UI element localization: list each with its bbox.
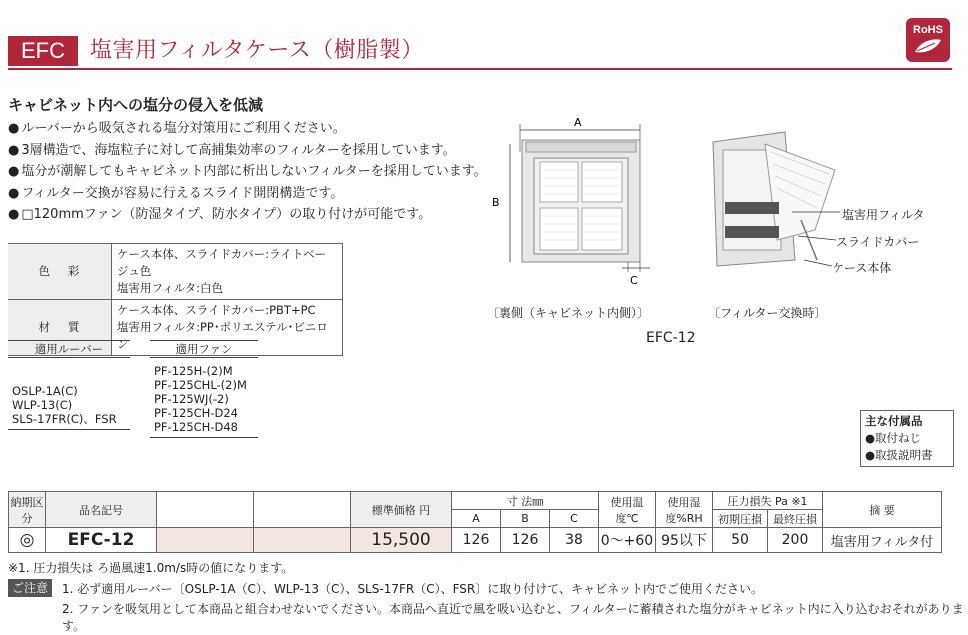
dim-b-label: B (492, 196, 500, 209)
dim-c-label: C (630, 274, 638, 287)
fan-item: PF-125CHL-(2)M (154, 378, 247, 392)
rohs-badge (906, 18, 950, 62)
series-code-badge: EFC (8, 36, 78, 66)
spec-line: ケース本体、スライドカバー:ライトベージュ色 (117, 247, 327, 278)
header-delivery: 納期区分 (9, 492, 46, 528)
feature-item: ● □120mmファン（防湿タイプ、防水タイプ）の取り付けが可能です。 (8, 204, 487, 226)
louver-item: SLS-17FR(C)、FSR (12, 412, 117, 426)
accessories-box (860, 410, 954, 467)
caution-item: 2. ファンを吸気用として本商品と組合わせないでください。本商品へ直近で風を吸い込むと、フィルターに蓄積された塩分がキャビネット内に入り込むおそれがあります。 (62, 602, 964, 633)
accessory-item: ●取扱説明書 (865, 448, 933, 462)
header-initial: 初期圧損 (713, 510, 768, 528)
header-temp: 使用温度℃ (599, 492, 656, 528)
header-summary: 摘 要 (823, 492, 942, 528)
cell-temp: 0～+60 (599, 528, 656, 553)
cell-product: EFC-12 (46, 528, 157, 553)
dim-a-label: A (574, 116, 582, 129)
spec-value (112, 244, 343, 300)
feature-item: ● ルーバーから吸気される塩分対策用にご利用ください。 (8, 118, 487, 140)
feature-item: ● 3層構造で、海塩粒子に対して高捕集効率のフィルターを採用しています。 (8, 140, 487, 162)
header-product: 品名記号 (46, 492, 157, 528)
cell-final: 200 (768, 528, 823, 553)
header-rule (8, 68, 952, 70)
feature-headline: キャビネット内への塩分の侵入を低減 (8, 96, 264, 114)
header-final: 最終圧損 (768, 510, 823, 528)
feature-list (8, 118, 487, 226)
header-dim-a: A (452, 510, 501, 528)
footnote: ※1. 圧力損失は ろ過風速1.0m/s時の値になります。 (8, 561, 294, 575)
callout-case-body: ケース本体 (832, 261, 892, 275)
callout-slide-cover: スライドカバー (836, 235, 920, 249)
compatible-fans (150, 340, 258, 438)
spec-line: 塩害用フィルタ:白色 (117, 281, 223, 295)
price-table (8, 491, 942, 553)
louver-item: OSLP-1A(C) (12, 384, 78, 398)
louver-list (8, 358, 130, 430)
fan-list (150, 358, 258, 438)
caution-label: ご注意 (8, 579, 52, 597)
spec-row-color (8, 244, 343, 300)
fan-item: PF-125CH-D48 (154, 420, 238, 434)
caption-open-view: 〔フィルター交換時〕 (708, 306, 827, 320)
cell-summary: 塩害用フィルタ付 (823, 528, 942, 553)
fan-item: PF-125CH-D24 (154, 406, 238, 420)
header-dims: 寸 法㎜ (452, 492, 599, 510)
blank-cell (157, 528, 254, 553)
caption-back-view: 〔裏側（キャビネット内側）〕 (487, 306, 650, 320)
louver-title: 適用ルーバー (8, 340, 130, 358)
cell-humidity: 95以下 (656, 528, 713, 553)
fan-item: PF-125H-(2)M (154, 364, 233, 378)
accessory-item: ●取付ねじ (865, 431, 922, 445)
header-pressure: 圧力損失 Pa ※1 (713, 492, 823, 510)
compatible-louvers (8, 340, 130, 430)
cell-price: 15,500 (351, 528, 452, 553)
fan-title: 適用ファン (150, 340, 258, 358)
louver-item: WLP-13(C) (12, 398, 73, 412)
cell-dim-a: 126 (452, 528, 501, 553)
spec-line: ケース本体、スライドカバー:PBT+PC (117, 303, 316, 317)
header-dim-c: C (550, 510, 599, 528)
cell-delivery: ◎ (9, 528, 46, 553)
blank-cell (157, 492, 254, 528)
model-label: EFC-12 (646, 330, 696, 346)
cell-dim-b: 126 (501, 528, 550, 553)
callout-filter: 塩害用フィルタ (842, 208, 925, 222)
leaf-icon (913, 38, 943, 54)
cell-dim-c: 38 (550, 528, 599, 553)
feature-item: ● フィルター交換が容易に行えるスライド開閉構造です。 (8, 183, 487, 205)
rohs-label: RoHS (913, 24, 943, 36)
spec-label: 色彩 (8, 244, 112, 300)
feature-item: ● 塩分が潮解してもキャビネット内部に析出しないフィルターを採用しています。 (8, 161, 487, 183)
blank-cell (254, 492, 351, 528)
blank-cell (254, 528, 351, 553)
header-humidity: 使用湿度%RH (656, 492, 713, 528)
header-price: 標準価格 円 (351, 492, 452, 528)
page-title: 塩害用フィルタケース（樹脂製） (90, 38, 424, 63)
spec-label: 材質 (8, 300, 112, 356)
table-row (9, 528, 942, 553)
header-dim-b: B (501, 510, 550, 528)
spec-line: 塩害用フィルタ:PP･ポリエステル･ビニロン (117, 320, 328, 351)
cell-initial: 50 (713, 528, 768, 553)
accessories-title: 主な付属品 (865, 414, 923, 428)
fan-item: PF-125WJ(-2) (154, 392, 229, 406)
caution-item: 1. 必ず適用ルーバー〔OSLP-1A（C）、WLP-13（C）、SLS-17FR（C）、FSR〕に取り付けて、キャビネット内でご使用ください。 (62, 582, 763, 596)
product-back-view (490, 112, 660, 302)
